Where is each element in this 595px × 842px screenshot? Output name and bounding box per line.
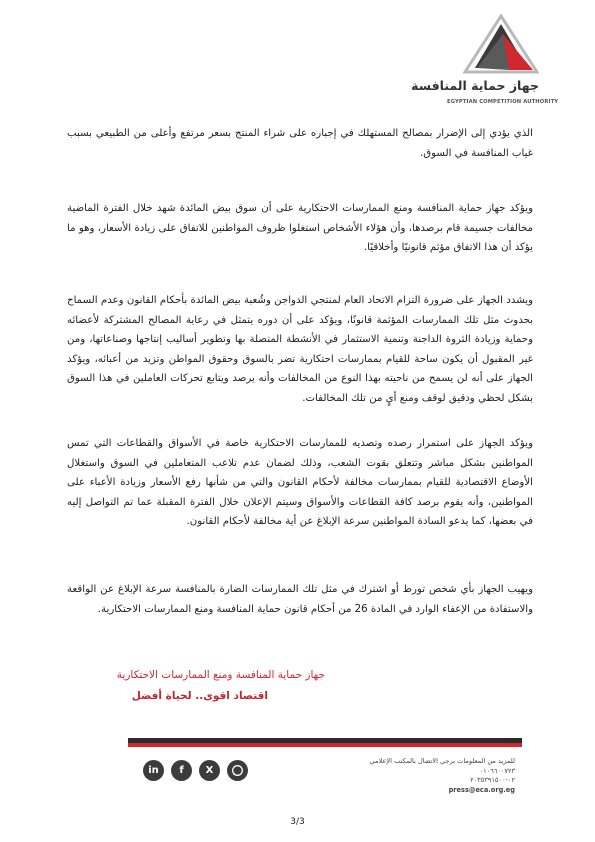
paragraph-1: الذي يؤدي إلى الإضرار بمصالح المستهلك في إجباره على شراء المنتج بسعر مرتفع وأعلى من الطبيعي بسبب غياب المنافسة في السوق. [67,128,533,159]
logo-english-name: EGYPTIAN COMPETITION AUTHORITY [447,99,559,105]
contact-phone-mobile: ٠١٠٦٦٠٠٧٢٣ [479,766,515,775]
contact-info [335,757,515,795]
signoff-organization: جهاز حماية المنافسة ومنع الممارسات الاحتكارية [116,669,325,681]
contact-phone-landline: ٠٢-٢٠٣٥٣٩١٥٠٠ [470,776,515,784]
paragraph-2: ويؤكد جهاز حماية المنافسة ومنع الممارسات الاحتكارية على أن سوق بيض المائدة شهد خلال الفترة الماضية مخالفات جسيمة قام برصدها، وأن هؤلاء الأشخاص استغلوا ظروف المواطنين للاتفاق على زيادة الأسعار، وهو ما يؤكد أن هذا الاتفاق مؤثم قانونيًا وأخلاقيًا. [67,203,533,254]
whatsapp-icon[interactable] [227,760,248,781]
facebook-icon[interactable]: f [171,760,192,781]
triangle-logo-icon [463,14,539,76]
eca-logo [411,14,559,114]
linkedin-icon[interactable]: in [143,760,164,781]
contact-heading: للمزيد من المعلومات برجي الاتصال بالمكتب الإعلامي [369,757,515,765]
paragraph-5: ويهيب الجهاز بأي شخص تورط أو اشترك في مثل تلك الممارسات الضارة بالمنافسة سرعة الإبلاغ عن الواقعة والاستفادة من الإعفاء الوارد في المادة 26 من أحكام قانون حماية المنافسة ومنع الممارسات الاحتكارية. [67,584,533,615]
paragraph-3: ويشدد الجهاز على ضرورة التزام الاتحاد العام لمنتجي الدواجن وشُعبة بيض المائدة بأحكام القانون وعدم السماح بحدوث مثل تلك الممارسات المؤثمة قانونًا، ويؤكد على أن دوره يتمثل في رعاية المصالح المشتركة لأعضائه وحماية وزيادة الثروة الداجنة وتنمية الاستثمار في الأنشطة المتصلة بها وتطوير أساليب إنتاجها وصناعاتها، ومن غير المقبول أن يكون ساحة للقيام بممارسات احتكارية تضر بالسوق وحقوق المواطن وتزيد من أعبائه، ويؤكد الجهاز على أنه لن يسمح من ناحيته بهذا النوع من المخالفات وأنه يرصد ويتابع تحركات العاملين في هذا السوق بشكل لحظي ودقيق لوقف ومنع أيٍ من تلك المخالفات. [67,295,533,404]
logo-arabic-name: جهاز حماية المنافسة [411,78,539,93]
footer-divider-red [128,743,522,747]
page-number: 3/3 [290,817,305,827]
signoff-slogan: اقتصاد اقوى.. لحياة أفضل [131,690,268,702]
paragraph-4: ويؤكد الجهاز على استمرار رصده وتصديه للممارسات الاحتكارية خاصة في الأسواق والقطاعات التي تمس المواطنين بشكل مباشر وتتعلق بقوت الشعب، وذلك لضمان عدم تلاعب المتعاملين في السوق واستغلال الأوضاع الاقتصادية للقيام بممارسات مخالفة لأحكام القانون والتي من شأنها رفع الأسعار وزيادة الأعباء على المواطنين، وأنه يقوم برصد كافة القطاعات والأسواق وسيتم الإعلان خلال الفترة المقبلة عما تم التواصل إليه في بعضها، كما يدعو السادة المواطنين سرعة الإبلاغ عن أية مخالفة لأحكام القانون. [67,438,533,528]
whatsapp-glyph-icon [231,764,244,777]
x-icon[interactable]: X [199,760,220,781]
social-links [143,760,248,782]
contact-email-link[interactable]: press@eca.org.eg [448,785,515,794]
